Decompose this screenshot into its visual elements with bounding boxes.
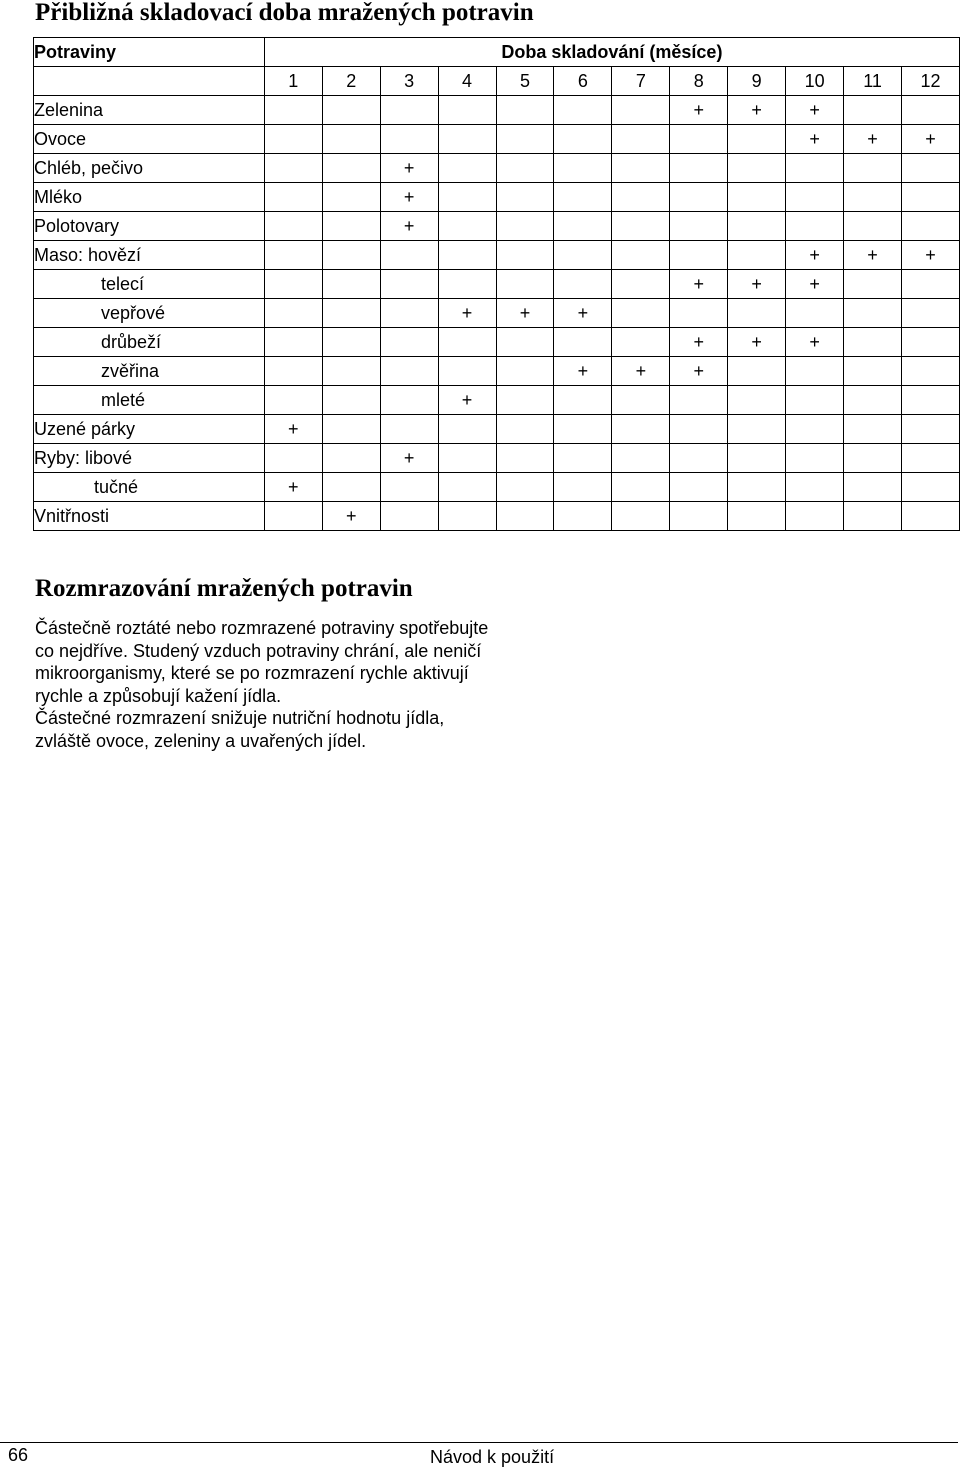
storage-mark-cell: [264, 357, 322, 386]
storage-mark-cell: [322, 154, 380, 183]
storage-mark-cell: [496, 241, 554, 270]
storage-mark-cell: +: [902, 241, 960, 270]
duration-column-header: Doba skladování (měsíce): [264, 38, 959, 67]
storage-mark-cell: [786, 386, 844, 415]
storage-mark-cell: [728, 212, 786, 241]
storage-mark-cell: [670, 415, 728, 444]
storage-mark-cell: [438, 96, 496, 125]
month-header: 10: [786, 67, 844, 96]
storage-mark-cell: [322, 473, 380, 502]
storage-mark-cell: +: [380, 154, 438, 183]
storage-mark-cell: [902, 444, 960, 473]
storage-mark-cell: [612, 212, 670, 241]
storage-mark-cell: [902, 502, 960, 531]
storage-mark-cell: [728, 183, 786, 212]
food-label: drůbeží: [34, 328, 265, 357]
storage-mark-cell: [612, 299, 670, 328]
storage-mark-cell: [786, 154, 844, 183]
storage-mark-cell: +: [670, 96, 728, 125]
storage-mark-cell: +: [438, 299, 496, 328]
storage-mark-cell: [612, 96, 670, 125]
storage-mark-cell: [438, 125, 496, 154]
storage-mark-cell: [786, 502, 844, 531]
table-row: [34, 154, 960, 183]
storage-mark-cell: [902, 96, 960, 125]
table-header-row: [34, 38, 960, 67]
storage-mark-cell: [670, 473, 728, 502]
storage-mark-cell: [670, 241, 728, 270]
storage-mark-cell: [380, 357, 438, 386]
storage-mark-cell: [264, 241, 322, 270]
storage-mark-cell: [786, 183, 844, 212]
storage-mark-cell: [844, 96, 902, 125]
storage-mark-cell: +: [786, 96, 844, 125]
storage-mark-cell: [786, 212, 844, 241]
food-label: Mléko: [34, 183, 265, 212]
storage-mark-cell: [844, 212, 902, 241]
storage-mark-cell: +: [728, 328, 786, 357]
month-header-row: [34, 67, 960, 96]
storage-mark-cell: [554, 502, 612, 531]
storage-mark-cell: +: [380, 183, 438, 212]
storage-mark-cell: [264, 502, 322, 531]
storage-mark-cell: [844, 270, 902, 299]
storage-mark-cell: [786, 415, 844, 444]
storage-mark-cell: [844, 473, 902, 502]
storage-mark-cell: [554, 444, 612, 473]
storage-mark-cell: [670, 386, 728, 415]
month-header: 3: [380, 67, 438, 96]
storage-mark-cell: [612, 270, 670, 299]
storage-mark-cell: [728, 241, 786, 270]
storage-mark-cell: +: [786, 241, 844, 270]
table-row: [34, 270, 960, 299]
storage-mark-cell: [902, 183, 960, 212]
storage-mark-cell: +: [554, 299, 612, 328]
storage-mark-cell: [670, 444, 728, 473]
storage-mark-cell: [496, 415, 554, 444]
storage-mark-cell: [902, 154, 960, 183]
storage-mark-cell: [496, 502, 554, 531]
defrost-section-title: Rozmrazování mražených potravin: [35, 575, 413, 602]
food-label: telecí: [34, 270, 265, 299]
defrost-paragraph-1: Částečně roztáté nebo rozmrazené potraviny spotřebujte co nejdříve. Studený vzduch potraviny chrání, ale neničí mikroorganismy, které se po rozmrazení rychle aktivují rychle a způsobují kažení jídla.: [35, 618, 489, 706]
storage-mark-cell: [264, 328, 322, 357]
defrost-text: [35, 617, 505, 752]
storage-mark-cell: [264, 154, 322, 183]
storage-mark-cell: +: [844, 125, 902, 154]
storage-mark-cell: [496, 154, 554, 183]
storage-mark-cell: [496, 444, 554, 473]
storage-mark-cell: [728, 473, 786, 502]
storage-mark-cell: +: [322, 502, 380, 531]
food-label: Uzené párky: [34, 415, 265, 444]
food-label: Zelenina: [34, 96, 265, 125]
storage-mark-cell: +: [670, 270, 728, 299]
storage-mark-cell: [322, 357, 380, 386]
storage-mark-cell: +: [786, 270, 844, 299]
storage-mark-cell: +: [670, 357, 728, 386]
storage-mark-cell: +: [612, 357, 670, 386]
month-header: 12: [902, 67, 960, 96]
storage-mark-cell: [612, 444, 670, 473]
storage-mark-cell: [786, 299, 844, 328]
storage-mark-cell: [380, 299, 438, 328]
storage-mark-cell: [902, 328, 960, 357]
storage-mark-cell: [902, 473, 960, 502]
storage-mark-cell: [496, 212, 554, 241]
storage-mark-cell: [496, 328, 554, 357]
table-row: [34, 212, 960, 241]
storage-mark-cell: [902, 270, 960, 299]
month-header: 7: [612, 67, 670, 96]
storage-mark-cell: [728, 154, 786, 183]
table-row: [34, 502, 960, 531]
food-label: zvěřina: [34, 357, 265, 386]
table-row: [34, 357, 960, 386]
empty-header-cell: [34, 67, 265, 96]
storage-mark-cell: [612, 328, 670, 357]
storage-mark-cell: [322, 270, 380, 299]
storage-mark-cell: [844, 299, 902, 328]
table-row: [34, 183, 960, 212]
storage-mark-cell: [496, 125, 554, 154]
month-header: 6: [554, 67, 612, 96]
storage-mark-cell: [612, 502, 670, 531]
footer-divider: [0, 1442, 958, 1443]
storage-mark-cell: +: [264, 415, 322, 444]
storage-mark-cell: [612, 386, 670, 415]
storage-mark-cell: [322, 444, 380, 473]
storage-mark-cell: [554, 183, 612, 212]
storage-mark-cell: +: [844, 241, 902, 270]
storage-mark-cell: [554, 270, 612, 299]
storage-mark-cell: [554, 386, 612, 415]
storage-mark-cell: +: [380, 212, 438, 241]
storage-mark-cell: [264, 212, 322, 241]
storage-mark-cell: [554, 473, 612, 502]
storage-mark-cell: [786, 357, 844, 386]
storage-mark-cell: [728, 415, 786, 444]
storage-mark-cell: [322, 386, 380, 415]
storage-mark-cell: [612, 125, 670, 154]
table-row: [34, 328, 960, 357]
month-header: 2: [322, 67, 380, 96]
storage-mark-cell: [902, 415, 960, 444]
storage-mark-cell: [612, 415, 670, 444]
table-row: [34, 241, 960, 270]
storage-mark-cell: [612, 183, 670, 212]
storage-mark-cell: [322, 125, 380, 154]
storage-mark-cell: [322, 96, 380, 125]
storage-mark-cell: [438, 183, 496, 212]
storage-mark-cell: [380, 473, 438, 502]
storage-mark-cell: [496, 473, 554, 502]
table-row: [34, 299, 960, 328]
storage-mark-cell: [728, 502, 786, 531]
page-number: 66: [8, 1445, 29, 1465]
month-header: 9: [728, 67, 786, 96]
storage-mark-cell: +: [496, 299, 554, 328]
storage-mark-cell: [380, 241, 438, 270]
table-row: [34, 386, 960, 415]
storage-mark-cell: [554, 241, 612, 270]
storage-mark-cell: [670, 183, 728, 212]
storage-mark-cell: [844, 154, 902, 183]
storage-mark-cell: [496, 183, 554, 212]
footer-document-title: Návod k použití: [430, 1447, 555, 1467]
storage-mark-cell: [438, 357, 496, 386]
month-header: 8: [670, 67, 728, 96]
storage-mark-cell: [322, 241, 380, 270]
storage-mark-cell: [438, 444, 496, 473]
table-row: [34, 125, 960, 154]
storage-mark-cell: [844, 386, 902, 415]
storage-mark-cell: [264, 183, 322, 212]
storage-mark-cell: [380, 415, 438, 444]
storage-mark-cell: [902, 299, 960, 328]
storage-mark-cell: [380, 502, 438, 531]
food-label: Chléb, pečivo: [34, 154, 265, 183]
food-label: vepřové: [34, 299, 265, 328]
storage-mark-cell: [496, 270, 554, 299]
storage-mark-cell: [670, 154, 728, 183]
storage-mark-cell: +: [670, 328, 728, 357]
storage-mark-cell: [322, 183, 380, 212]
storage-mark-cell: +: [902, 125, 960, 154]
storage-mark-cell: +: [786, 328, 844, 357]
table-row: [34, 415, 960, 444]
storage-mark-cell: [554, 154, 612, 183]
storage-mark-cell: [380, 96, 438, 125]
storage-mark-cell: [728, 357, 786, 386]
storage-mark-cell: [786, 444, 844, 473]
food-label: Polotovary: [34, 212, 265, 241]
month-header: 5: [496, 67, 554, 96]
storage-mark-cell: [728, 299, 786, 328]
food-label: Ryby: libové: [34, 444, 265, 473]
storage-mark-cell: [670, 125, 728, 154]
storage-mark-cell: [322, 328, 380, 357]
storage-mark-cell: [438, 502, 496, 531]
storage-mark-cell: +: [786, 125, 844, 154]
food-label: Ovoce: [34, 125, 265, 154]
storage-mark-cell: [380, 270, 438, 299]
storage-mark-cell: [554, 125, 612, 154]
storage-mark-cell: [844, 357, 902, 386]
defrost-paragraph-2: Částečné rozmrazení snižuje nutriční hodnotu jídla, zvláště ovoce, zeleniny a uvařených jídel.: [35, 708, 445, 751]
food-label: Vnitřnosti: [34, 502, 265, 531]
storage-mark-cell: [902, 212, 960, 241]
storage-mark-cell: [902, 386, 960, 415]
storage-mark-cell: [844, 183, 902, 212]
storage-mark-cell: [902, 357, 960, 386]
storage-mark-cell: [728, 444, 786, 473]
storage-mark-cell: [380, 328, 438, 357]
storage-mark-cell: [554, 212, 612, 241]
storage-mark-cell: [786, 473, 844, 502]
storage-mark-cell: [612, 241, 670, 270]
storage-mark-cell: [380, 386, 438, 415]
storage-mark-cell: [554, 415, 612, 444]
storage-mark-cell: +: [380, 444, 438, 473]
storage-mark-cell: [496, 96, 554, 125]
storage-mark-cell: [554, 328, 612, 357]
storage-mark-cell: [264, 386, 322, 415]
storage-mark-cell: [438, 415, 496, 444]
storage-mark-cell: [844, 502, 902, 531]
food-label: mleté: [34, 386, 265, 415]
month-header: 1: [264, 67, 322, 96]
storage-mark-cell: [438, 270, 496, 299]
storage-mark-cell: [438, 241, 496, 270]
page-title: Přibližná skladovací doba mražených potravin: [35, 0, 534, 26]
storage-mark-cell: [670, 299, 728, 328]
storage-mark-cell: [264, 444, 322, 473]
storage-mark-cell: [264, 96, 322, 125]
food-label: Maso: hovězí: [34, 241, 265, 270]
storage-mark-cell: [670, 502, 728, 531]
storage-mark-cell: [438, 328, 496, 357]
food-column-header: Potraviny: [34, 38, 265, 67]
storage-mark-cell: [438, 154, 496, 183]
storage-mark-cell: +: [728, 270, 786, 299]
storage-mark-cell: +: [728, 96, 786, 125]
storage-mark-cell: +: [438, 386, 496, 415]
table-row: [34, 96, 960, 125]
food-label: tučné: [34, 473, 265, 502]
storage-mark-cell: +: [264, 473, 322, 502]
storage-mark-cell: [670, 212, 728, 241]
storage-mark-cell: [728, 125, 786, 154]
storage-mark-cell: [728, 386, 786, 415]
month-header: 11: [844, 67, 902, 96]
storage-mark-cell: [322, 299, 380, 328]
storage-mark-cell: [264, 270, 322, 299]
storage-mark-cell: [322, 212, 380, 241]
storage-mark-cell: [612, 154, 670, 183]
storage-mark-cell: [844, 415, 902, 444]
storage-mark-cell: [264, 299, 322, 328]
table-row: [34, 444, 960, 473]
storage-mark-cell: [322, 415, 380, 444]
storage-mark-cell: [264, 125, 322, 154]
storage-mark-cell: [612, 473, 670, 502]
storage-mark-cell: [844, 444, 902, 473]
storage-mark-cell: [844, 328, 902, 357]
storage-mark-cell: [380, 125, 438, 154]
table-row: [34, 473, 960, 502]
month-header: 4: [438, 67, 496, 96]
storage-mark-cell: +: [554, 357, 612, 386]
storage-mark-cell: [496, 386, 554, 415]
storage-mark-cell: [438, 212, 496, 241]
storage-mark-cell: [438, 473, 496, 502]
storage-mark-cell: [554, 96, 612, 125]
storage-time-table: [33, 37, 960, 531]
storage-mark-cell: [496, 357, 554, 386]
